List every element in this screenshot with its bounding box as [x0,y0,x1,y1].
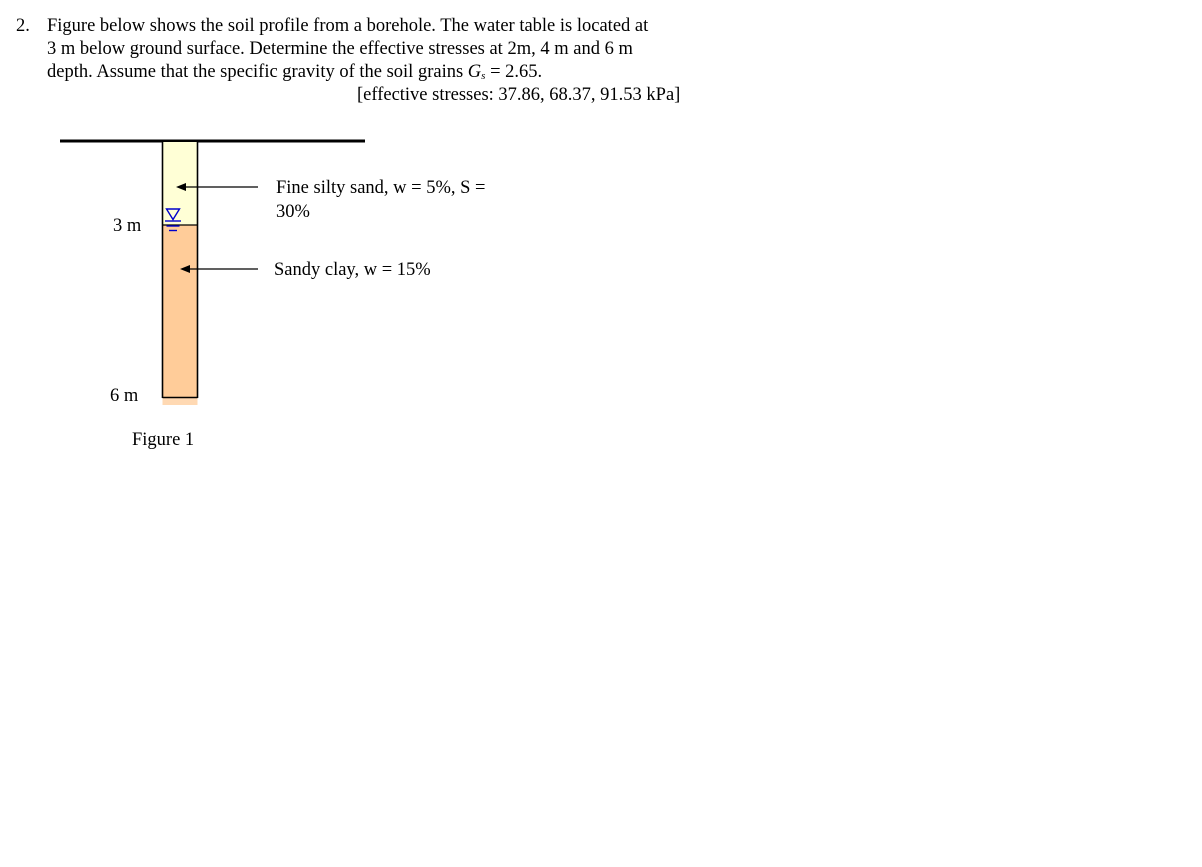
gs-value: = 2.65. [485,62,543,82]
fine-silty-sand-label-line-1: Fine silty sand, w = 5%, S = [276,178,486,198]
sandy-clay-base-strip [163,398,198,405]
answer-text: [effective stresses: 37.86, 68.37, 91.53 kPa] [357,85,681,105]
gs-symbol-letter: G [467,62,482,82]
figure-caption: Figure 1 [132,430,195,450]
fine-silty-sand-label-line-2: 30% [276,202,310,222]
depth-label-6m: 6 m [110,386,139,406]
depth-label-3m: 3 m [113,216,142,236]
problem-line-1: Figure below shows the soil profile from a borehole. The water table is located at [47,16,649,36]
problem-line-3-text: depth. Assume that the specific gravity of the soil grains [47,62,468,82]
fine-silty-sand-layer [163,142,198,225]
problem-number: 2. [16,16,30,36]
sandy-clay-label: Sandy clay, w = 15% [274,260,431,280]
gs-symbol-subscript: s [481,70,486,82]
sandy-clay-layer [163,225,198,397]
problem-line-2: 3 m below ground surface. Determine the effective stresses at 2m, 4 m and 6 m [47,39,633,59]
